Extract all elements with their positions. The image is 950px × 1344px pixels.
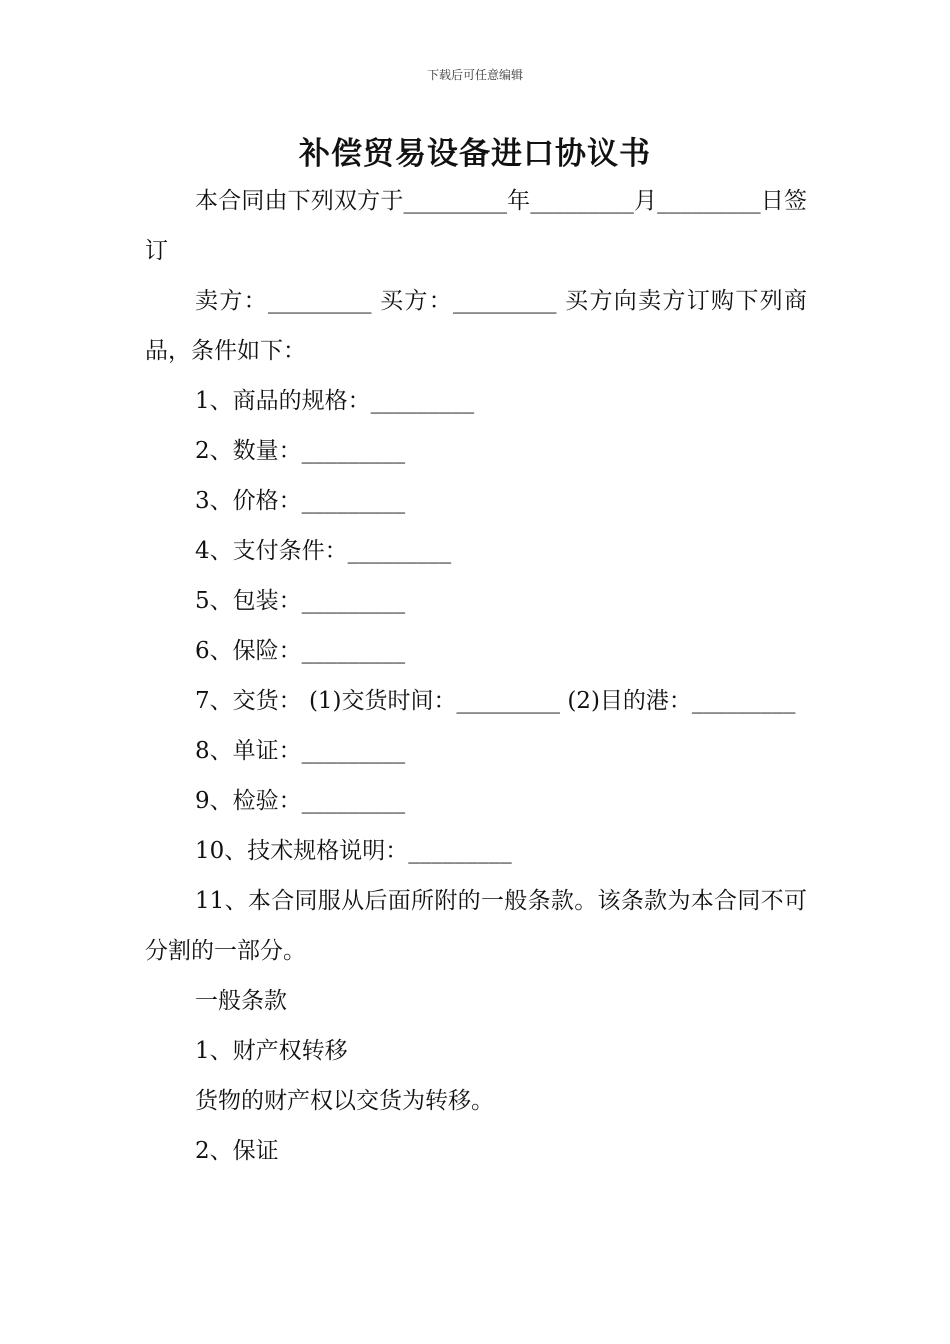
- list-item: 3、价格：_________: [195, 488, 406, 514]
- page-header-note: 下载后可任意编辑: [426, 68, 523, 82]
- parties-paragraph: 卖方：_________ 买方：_________ 买方向卖方订购下列商品，条件如下：: [145, 288, 807, 364]
- delivery-paragraph: 7、交货： (1)交货时间：_________ (2)目的港：_________: [195, 688, 796, 714]
- list-item: 1、商品的规格：_________: [195, 388, 475, 414]
- clause-11-paragraph: 11、本合同服从后面所附的一般条款。该条款为本合同不可分割的一部分。: [145, 888, 807, 964]
- list-item: 9、检验：_________: [195, 788, 406, 814]
- list-item: 6、保险：_________: [195, 638, 406, 664]
- document-body: [145, 176, 807, 1176]
- general-term-1-text: 货物的财产权以交货为转移。: [195, 1088, 494, 1114]
- document-title: 补偿贸易设备进口协议书: [299, 136, 651, 172]
- list-item: 5、包装：_________: [195, 588, 406, 614]
- list-item: 8、单证：_________: [195, 738, 406, 764]
- list-item: 10、技术规格说明：_________: [195, 838, 512, 864]
- intro-paragraph: 本合同由下列双方于_________年_________月_________日签订: [145, 188, 807, 264]
- list-item: 4、支付条件：_________: [195, 538, 452, 564]
- general-terms-heading: 一般条款: [195, 988, 287, 1014]
- general-term-1-heading: 1、财产权转移: [195, 1038, 348, 1064]
- general-term-2-heading: 2、保证: [195, 1138, 279, 1164]
- list-item: 2、数量：_________: [195, 438, 406, 464]
